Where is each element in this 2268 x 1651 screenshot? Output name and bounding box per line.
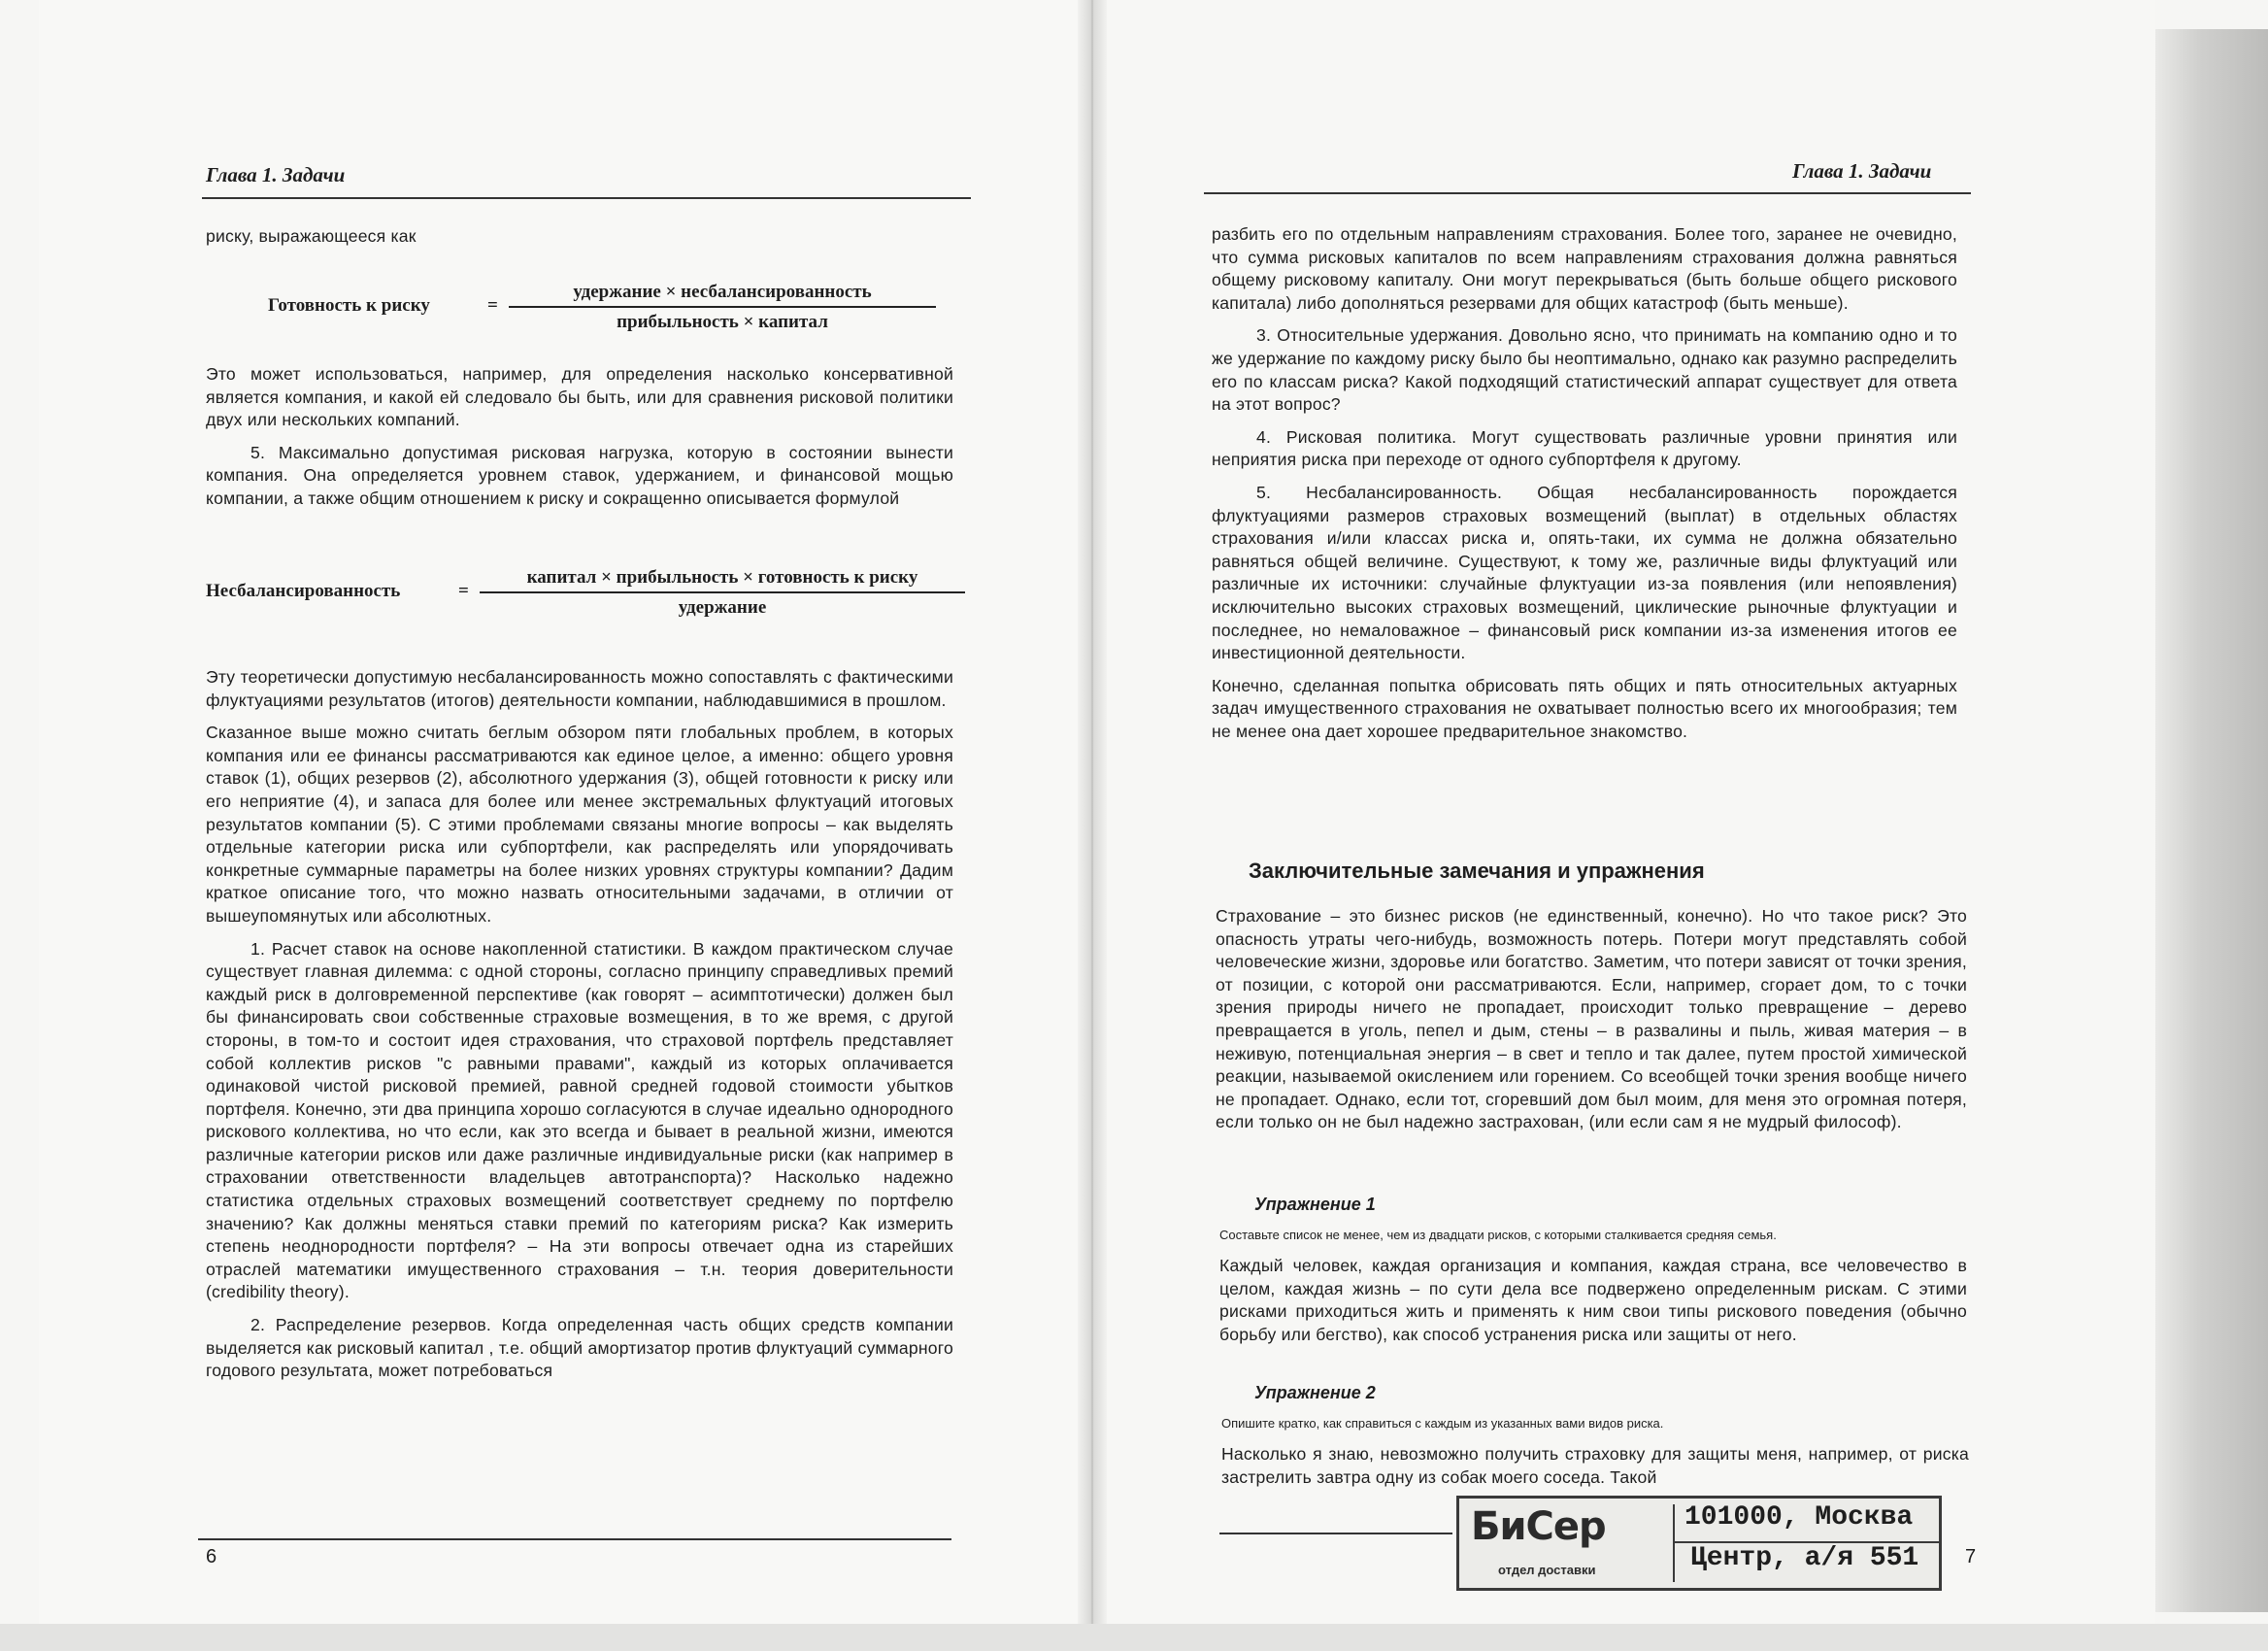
stamp-department: отдел доставки [1498,1563,1596,1577]
formula-risk-readiness-fraction [509,282,936,333]
section-title-final-remarks: Заключительные замечания и упражнения [1249,859,1705,883]
right-paragraph-5: Конечно, сделанная попытка обрисовать пять общих и пять относительных актуарных задач имущественного страхования не охватывает полностью всего их многообразия; тем не менее она дает хорошее предварительное знакомство. [1212,675,1957,741]
formula-imbalance [206,567,983,635]
right-paragraph-4: 5. Несбалансированность. Общая несбалансированность порождается флуктуациями размеров страховых возмещений (выплат) в отдельных областях страхования и/или классах риска и, опять-таки, их сумма не должна обязательно равняться общей величине. Существуют, к тому же, различные виды флуктуаций или различные их источники: случайные флуктуации из-за появления (или непоявления) исключительно высоких страховых возмещений, циклические рыночные флуктуации и последнее, но немаловажное – финансовый риск компании из-за изменения итогов ее инвестиционной деятельности. [1212,482,1957,663]
right-paragraph-6: Страхование – это бизнес рисков (не единственный, конечно). Но что такое риск? Это опасность утраты чего-нибудь, возможность потерь. Потери могут представлять собой человеческие жизни, здоровье или богатство. Заметим, что потери зависят от точки зрения, от позиции, с которой они рассматриваются. Если, например, сгорает дом, то с точки зрения природы ничего не пропадает, происходит только превращение – дерево превращается в уголь, пепел и дым, стены – в развалины и пыль, живая материя – в неживую, потенциальная энергия – в свет и тепло и так далее, путем простой химической реакции, называемой окислением или горением. Со всеобщей точки зрения вообще ничего не пропадает. Однако, если тот, сгоревший дом был моим, для меня это огромная потеря, если только он не был надежно застрахован, (или если сам я не мудрый философ). [1216,906,1967,1132]
left-running-header: Глава 1. Задачи [206,163,346,186]
right-header-rule [1204,192,1971,194]
right-footer-rule [1219,1533,1452,1534]
formula-risk-readiness-eq: = [487,295,498,316]
stamp-address-line-2: Центр, а/я 551 [1690,1543,1919,1573]
left-paragraph-6: 2. Распределение резервов. Когда определенная часть общих средств компании выделяется как рисковый капитал , т.е. общий амортизатор против флуктуаций суммарного годового результата, может потребоваться [206,1315,953,1381]
right-paragraph-3: 4. Рисковая политика. Могут существовать различные уровни принятия или неприятия риска при переходе от одного субпортфеля к другому. [1212,426,1957,470]
left-paragraph-3: Эту теоретически допустимую несбалансированность можно сопоставлять с фактическими флуктуациями результатов (итогов) деятельности компании, наблюдавшимися в прошлом. [206,667,953,710]
left-text-block-2 [206,666,953,1383]
stamp-address-line-1: 101000, Москва [1684,1502,1914,1533]
stamp-logo: БиСер [1471,1504,1606,1549]
formula-imbalance-denominator: удержание [678,597,767,618]
left-paragraph-5: 1. Расчет ставок на основе накопленной статистики. В каждом практическом случае существует главная дилемма: с одной стороны, согласно принципу справедливых премий каждый риск в долговременной перспективе (как говорят – асимптотически) должен был бы финансировать свои собственные страховые возмещения, в то же время, с другой стороны, в том-то и состоит идея страхования, что страховой портфель представляет собой коллектив рисков "с равными правами", каждый из которых оплачивается одинаковой чистой рисковой премией, равной средней годовой стоимости убытков портфеля. Конечно, эти два принципа хорошо согласуются в случае идеально однородного рискового коллектива, но что если, как это всегда и бывает в реальной жизни, имеются различные категории рисков или даже различные индивидуальные риски (как например в страховании ответственности владельцев автотранспорта)? Насколько надежно статистика отдельных страховых возмещений соответствует среднему по портфелю значению? Как должны меняться ставки премий по категориям риска? Как измерить степень неоднородности портфеля? – На эти вопросы отвечает одна из старейших отраслей математики имущественного страхования – т.н. теория доверительности (credibility theory). [206,938,953,1302]
exercise-2-task: Опишите кратко, как справиться с каждым из указанных вами видов риска. [1221,1416,1664,1431]
formula-risk-readiness-denominator: прибыльность × капитал [617,312,828,332]
right-paragraph-8: Насколько я знаю, невозможно получить страховку для защиты меня, например, от риска застрелить завтра одну из собак моего соседа. Такой [1221,1444,1969,1487]
publisher-stamp [1456,1496,1942,1591]
left-intro-text: риску, выражающееся как [206,226,417,246]
right-running-header: Глава 1. Задачи [1792,159,1932,183]
left-header-rule [202,197,971,199]
right-text-block-1 [1212,223,1957,743]
right-text-block-2 [1216,905,1967,1134]
right-paragraph-2: 3. Относительные удержания. Довольно ясно, что принимать на компанию одно и то же удержание по каждому риску было бы неоптимально, однако как разумно распределить его по классам риска? Какой подходящий статистический аппарат существует для ответа на этот вопрос? [1212,325,1957,415]
formula-risk-readiness-numerator: удержание × несбалансированность [509,282,936,308]
formula-imbalance-numerator: капитал × прибыльность × готовность к риску [480,567,965,593]
right-page-number: 7 [1965,1546,1977,1567]
right-paragraph-7: Каждый человек, каждая организация и компания, каждая страна, все человечество в целом, каждая жизнь – по сути дела все подвержено определенным рискам. С этими рисками приходиться жить и применять к ним свои типы рискового поведения (обычно борьбу или бегство), как способ устранения риска или защиты от него. [1219,1256,1967,1344]
right-text-block-3 [1219,1255,1967,1346]
formula-imbalance-eq: = [458,581,469,601]
left-page-number: 6 [206,1546,217,1567]
stamp-separator [1673,1504,1675,1582]
left-text-block-1 [206,363,953,511]
scan-bottom-strip [0,1624,2268,1651]
left-paragraph-1: Это может использоваться, например, для определения насколько консервативной является компания, и какой ей следовало бы быть, или для сравнения рисковой политики двух или нескольких компаний. [206,364,953,430]
formula-imbalance-fraction [480,567,965,619]
left-footer-rule [198,1538,951,1540]
left-paragraph-4: Сказанное выше можно считать беглым обзором пяти глобальных проблем, в которых компания или ее финансы рассматриваются как единое целое, а именно: общего уровня ставок (1), общих резервов (2), абсолютного удержания (3), общей готовности к риску или его неприятие (4), и запаса для более или менее экстремальных флуктуаций итоговых результатов компании (5). С этими проблемами связаны многие вопросы – как выделять отдельные категории риска или субпортфели, как распределять или упорядочивать конкретные суммарные параметры на более низких уровнях структуры компании? Дадим краткое описание того, что можно назвать относительными задачами, в отличии от вышеупомянутых или абсолютных. [206,723,953,926]
formula-risk-readiness-lhs: Готовность к риску [268,295,430,316]
exercise-1-title: Упражнение 1 [1254,1195,1376,1214]
exercise-1-task: Составьте список не менее, чем из двадцати рисков, с которыми сталкивается средняя семья. [1219,1228,1777,1242]
formula-imbalance-lhs: Несбалансированность [206,581,401,601]
right-paragraph-1: разбить его по отдельным направлениям страхования. Более того, заранее не очевидно, что сумма рисковых капиталов по всем направлениям страхования должна равняться общему рисковому капиталу. Они могут перекрываться (быть больше общего рискового капитала) либо дополняться резервами для общих катастроф (быть меньше). [1212,224,1957,313]
right-text-block-4 [1221,1443,1969,1489]
formula-risk-readiness [268,282,938,350]
book-gutter [1078,0,1107,1651]
page-edge-shadow [2155,29,2268,1612]
exercise-2-title: Упражнение 2 [1254,1383,1376,1402]
left-paragraph-2: 5. Максимально допустимая рисковая нагрузка, которую в состоянии вынести компания. Она определяется уровнем ставок, удержанием, и финансовой мощью компании, а также общим отношением к риску и сокращенно описывается формулой [206,442,953,508]
